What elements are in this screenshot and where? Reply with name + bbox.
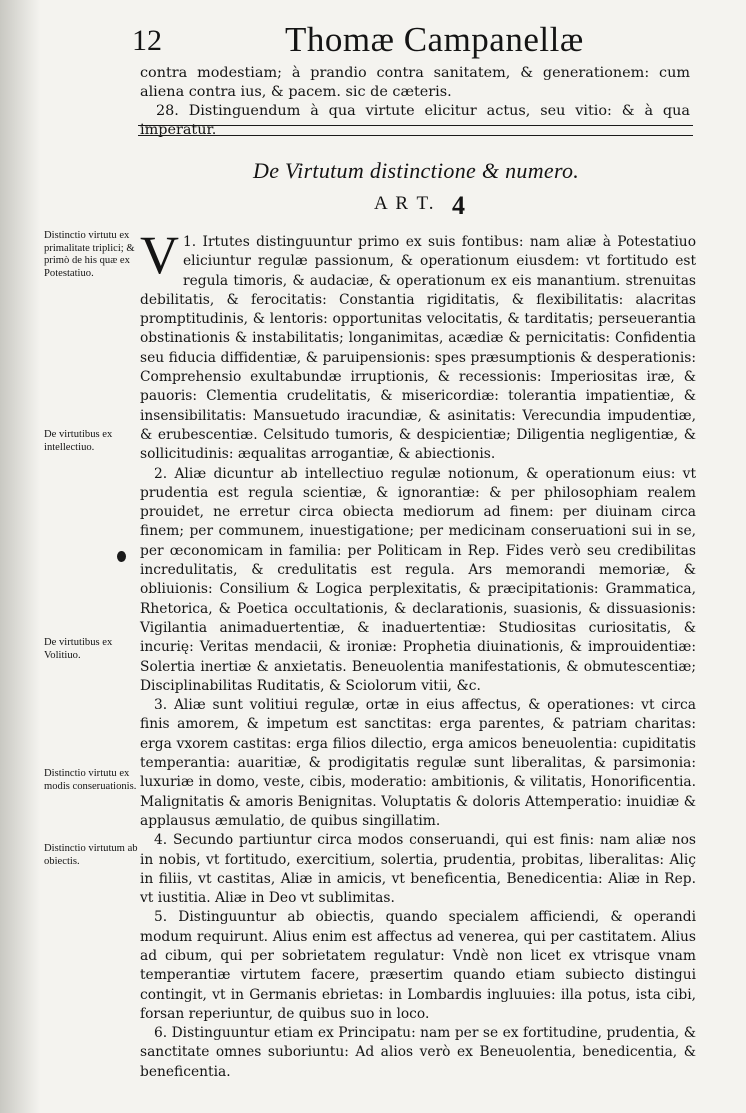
paragraph-6: 6. Distinguuntur etiam ex Principatu: nam per se ex fortitudine, prudentia, & sanctitate omnes suboriuntu: Ad alios verò ex Beneuolentia, benedicentia, & beneficentia. bbox=[140, 1025, 696, 1080]
ink-blot bbox=[117, 551, 126, 562]
running-head: Thomæ Campanellæ bbox=[285, 20, 584, 59]
continuation-text bbox=[140, 64, 690, 140]
art-number-handwritten: 4 bbox=[452, 191, 465, 220]
paragraph-1 bbox=[140, 225, 696, 465]
paragraph-2: 2. Aliæ dicuntur ab intellectiuo regulæ notionum, & operationum eius: vt prudentia est regula scientiæ, & ignorantiæ: & per philosophiam realem prouidet, ne erretur circa obiecta mediorum ad finem: per diuinam circa finem; per communem, inuestigatione; per medicinam conseruationi sui in se, per œconomicam in familia: per Politicam in Rep. Fides verò seu credibilitas incredulitatis, & credulitatis est regula. Ars memorandi memoriæ, & obliuionis: Consilium & Logica perplexitatis, & præcipitationis: Grammatica, Rhetorica, & Poetica occultationis, & declarationis, suasionis, & dissuasionis: Vigilantia animaduertentiæ, & inaduertentiæ: Studiositas curiositatis, & incurię: Veritas mendacii, & ironiæ: Prophetia diuinationis, & improuidentiæ: Solertia inertiæ & anxietatis. Beneuolentia manifestationis, & obmutescentiæ; Disciplinabilitas Ruditatis, & Sciolorum vitii, &c. bbox=[140, 465, 696, 694]
margin-note-intellectiuo: De virtutibus ex intellectiuo. bbox=[44, 429, 113, 453]
paragraph-4: 4. Secundo partiuntur circa modos conseruandi, qui est finis: nam aliæ nos in nobis, vt fortitudo, exercitium, solertia, prudentia, probitas, liberalitas: Aliç in filiis, vt castitas, Aliæ in amicis, vt beneficentia, Benedicentia: Aliæ in Rep. vt iustitia. Aliæ in Deo vt sublimitas. bbox=[140, 832, 696, 907]
margin-note-conseruationis: Distinctio virtutu ex modis conseruationis. bbox=[44, 768, 137, 792]
paragraph-1-number: 1. bbox=[183, 234, 197, 250]
margin-note-volitiuo: De virtutibus ex Volitiuo. bbox=[44, 637, 113, 661]
item-28: 28. Distinguendum à qua virtute elicitur actus, seu vitio: & à qua imperatur. bbox=[140, 103, 690, 138]
margin-note-obiectis: Distinctio virtutum ab obiectis. bbox=[44, 843, 138, 867]
page-number: 12 bbox=[132, 24, 162, 57]
margin-note-potestatiuo: Distinctio virtutu ex primalitate triplici; & primò de his quæ ex Potestatiuo. bbox=[44, 230, 135, 279]
article-body bbox=[140, 225, 696, 1082]
art-heading: A R T. bbox=[374, 193, 436, 214]
paragraph-3: 3. Aliæ sunt volitiui regulæ, ortæ in eius affectus, & operationes: vt circa finis amorem, & impetum est sanctitas: erga parentes, & patriam charitas: erga vxorem castitas: erga filios dilectio, erga amicos beneuolentia: cupiditatis temperantia: auaritiæ, & prodigitatis regulæ sunt liberalitas, & parsimonia: luxuriæ in domo, veste, cibis, moderatio: ambitionis, & vilitatis, Honorificentia. Malignitatis & amoris Benignitas. Voluptatis & doloris Attemperatio: inuidiæ & applausus æmulatio, de quibus singillatim. bbox=[140, 697, 696, 829]
page-edge-shadow bbox=[0, 0, 40, 1113]
drop-cap: V bbox=[140, 225, 179, 285]
paragraph-5: 5. Distinguuntur ab obiectis, quando specialem afficiendi, & operandi modum requirunt. Alius enim est affectus ad venerea, qui per castitatem. Alius ad cibum, qui per sobrietatem regulatur: Vndè non licet ex vtrisque vnam temperantiæ virtutem facere, præsertim quando etiam subiecto distingui contingit, vt in Germanis ebrietas: in Lombardis ingluuies: illa potus, ista cibi, forsan reperiuntur, de quibus suo in loco. bbox=[140, 909, 696, 1022]
continuation-lines: contra modestiam; à prandio contra sanitatem, & generationem: cum aliena contra ius, & pacem. sic de cæteris. bbox=[140, 65, 690, 100]
paragraph-1-text: Irtutes distinguuntur primo ex suis fontibus: nam aliæ à Potestatiuo eliciuntur regulæ passionum, & operationum eiusdem: vt fortitudo est regula timoris, & audaciæ, & operationum ex eis manantium. strenuitas debilitatis, & ferocitatis: Constantia rigiditatis, & flexibilitatis: alacritas promptitudinis, & lentoris: opportunitas velocitatis, & tarditatis; perseuerantia obstinationis & instabilitatis; longanimitas, acædiæ & pernicitatis: Confidentia seu fiducia diffidentiæ, & paruipensionis: spes præsumptionis & desperationis: Comprehensio exultabundæ irruptionis, & recessionis: Imperiositas iræ, & pauoris: Clementia crudelitatis, & misericordiæ: tolerantia impatientiæ, & insensibilitatis: Mansuetudo iracundiæ, & asinitatis: Verecundia impudentiæ, & erubescentiæ. Celsitudo tumoris, & despicientiæ; Diligentia negligentiæ, & sollicitudinis: æqualitas arrogantiæ, & abiectionis. bbox=[140, 234, 696, 463]
rule-section bbox=[138, 135, 693, 136]
rule-top bbox=[138, 125, 693, 126]
section-title: De Virtutum distinctione & numero. bbox=[253, 158, 580, 183]
